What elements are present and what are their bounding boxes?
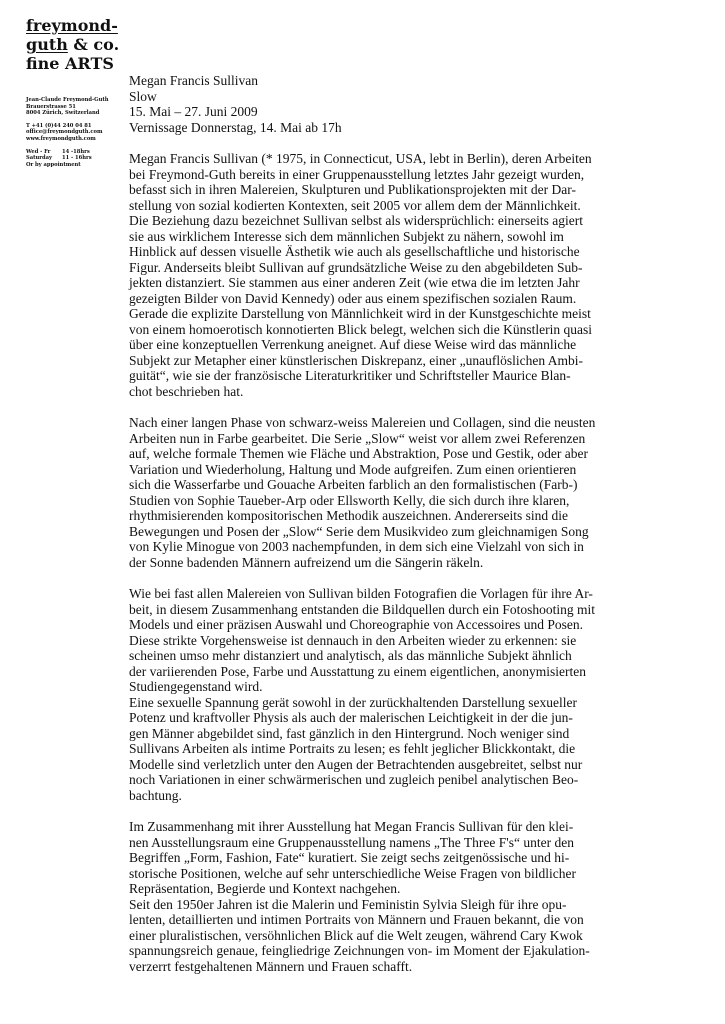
paragraph-line: nen Ausstellungsraum eine Gruppenausstellung namens „The Three F's“ unter den <box>129 834 574 850</box>
body-paragraph <box>129 586 634 803</box>
paragraph-line: von Kylie Minogue von 2003 nachempfunden, in dem sich eine Vielzahl von sich in <box>129 539 584 554</box>
paragraph-line: guität“, wie sie der französische Literaturkritiker und Schriftsteller Maurice Blan- <box>129 368 571 383</box>
appointment-note: Or by appointment <box>26 161 81 168</box>
paragraph-line: Studiengegenstand wird. <box>129 679 263 694</box>
body-paragraphs <box>129 151 634 974</box>
hours-days: Saturday <box>26 155 53 162</box>
logo-line-2-suffix: & co. <box>67 35 120 54</box>
paragraph-line: auf, welche formale Themen wie Fläche und Abstraktion, Pose und Gestik, oder aber <box>129 446 588 461</box>
paragraph-line: Repräsentation, Begierde und Kontext nachgehen. <box>129 881 401 896</box>
address-name: Jean-Claude Freymond-Guth <box>26 97 109 103</box>
paragraph-line: storische Positionen, welche auf sehr unterschiedliche Weise Fragen von bildlicher <box>129 865 577 881</box>
address-street: Brauerstrasse 51 <box>26 103 76 110</box>
paragraph-line: Megan Francis Sullivan (* 1975, in Connecticut, USA, lebt in Berlin), deren Arbeiten <box>129 151 592 166</box>
paragraph-line: Seit den 1950er Jahren ist die Malerin und Feministin Sylvia Sleigh für ihre opu- <box>129 896 567 912</box>
paragraph-line: gezeigten Bilder von David Kennedy) oder aus einem spezifischen sozialen Raum. <box>129 290 577 306</box>
paragraph-line: Figur. Anderseits bleibt Sullivan auf grundsätzliche Weise zu den abgebildeten Sub- <box>129 259 583 275</box>
paragraph-line: scheinen umso mehr distanziert und analytisch, als das männliche Subjekt ähnlich <box>129 648 572 663</box>
paragraph-line: Models und einer präzisen Auswahl und Choreographie von Accessoires und Posen. <box>129 617 584 632</box>
logo-line-2-name: guth <box>26 35 68 54</box>
paragraph-line: bachtung. <box>129 787 182 803</box>
paragraph-line: chot beschrieben hat. <box>129 383 244 399</box>
exhibition-header <box>129 73 634 135</box>
paragraph-line: Modelle sind verletzlich unter den Augen der Betrachtenden ausgebreitet, selbst nur <box>129 756 583 772</box>
paragraph-line: einer pluralistischen, versöhnlichen Blick auf die Welt zeugen, während Cary Kwok <box>129 927 583 943</box>
hours-row <box>26 155 126 162</box>
logo-line-3: fine ARTS <box>26 54 114 73</box>
opening-info: Vernissage Donnerstag, 14. Mai ab 17h <box>129 119 342 135</box>
paragraph-line: verzerrt festgehaltenen Männern und Frauen schafft. <box>129 958 413 974</box>
hours-time: 14 -18hrs <box>62 148 90 155</box>
paragraph-line: befasst sich in ihren Malereien, Skulpturen und Publikationsprojekten mit der Dar- <box>129 182 577 197</box>
address-city: 8004 Zürich, Switzerland <box>26 110 100 117</box>
hours-time: 11 - 16hrs <box>62 155 92 162</box>
paragraph-line: Bewegungen und Posen der „Slow“ Serie dem Musikvideo zum gleichnamigen Song <box>129 523 589 539</box>
paragraph-line: Begriffen „Form, Fashion, Fate“ kuratiert. Sie zeigt sechs zeitgenössische und hi- <box>129 850 570 865</box>
paragraph-line: Potenz und kraftvoller Physis als auch der malerischen Leichtigkeit in der die jun- <box>129 710 573 725</box>
paragraph-line: Sullivans Arbeiten als intime Portraits zu lesen; es fehlt jeglicher Blickkontakt, die <box>129 741 576 756</box>
body-paragraph <box>129 151 634 399</box>
paragraph-line: der Sonne badenden Männern aufreizend um die Sängerin räkeln. <box>129 554 484 570</box>
paragraph-line: Gerade die explizite Darstellung von Männlichkeit wird in der Kunstgeschichte meist <box>129 306 591 321</box>
paragraph-line: Wie bei fast allen Malereien von Sullivan bilden Fotografien die Vorlagen für ihre Ar- <box>129 586 593 601</box>
paragraph-line: sie aus wirklichem Interesse sich dem männlichen Subjekt zu nähern, sowohl im <box>129 228 564 244</box>
paragraph-line: beit, in diesem Zusammenhang entstanden die Bildquellen durch ein Fotoshooting mit <box>129 601 596 617</box>
gallery-logo <box>26 16 136 73</box>
gallery-address-block <box>26 97 126 168</box>
paragraph-line: von einem homoerotisch konnotierten Blick belegt, welchen sich die Künstlerin quasi <box>129 321 593 337</box>
artist-name: Megan Francis Sullivan <box>129 73 258 88</box>
paragraph-line: gen Männer abgebildet sind, fast gänzlich in den Hintergrund. Noch weniger sind <box>129 725 570 741</box>
paragraph-line: Studien von Sophie Taueber-Arp oder Ellsworth Kelly, die sich durch ihre klaren, <box>129 492 570 508</box>
paragraph-line: stellung von sozial kodierten Kontexten, seit 2005 vor allem dem der Männlichkeit. <box>129 197 581 213</box>
body-paragraph <box>129 415 634 570</box>
logo-line-1: freymond- <box>26 16 118 35</box>
paragraph-line: sich die Wasserfarbe und Gouache Arbeiten farblich an den formalistischen (Farb-) <box>129 477 578 492</box>
paragraph-line: lenten, detaillierten und intimen Portraits von Männern und Frauen bekannt, die von <box>129 912 584 927</box>
paragraph-line: Diese strikte Vorgehensweise ist dennauch in den Arbeiten wieder zu erkennen: sie <box>129 632 577 648</box>
paragraph-line: noch Variationen in einer schwärmerischen und zugleich penibel analytischen Beo- <box>129 772 579 787</box>
paragraph-line: Arbeiten nun in Farbe gearbeitet. Die Serie „Slow“ weist vor allem zwei Referenzen <box>129 430 586 446</box>
exhibition-dates: 15. Mai – 27. Juni 2009 <box>129 104 258 119</box>
paragraph-line: spannungsreich genaue, feingliedrige Zeichnungen von- im Moment der Ejakulation- <box>129 943 590 958</box>
hours-row <box>26 149 126 156</box>
paragraph-line: bei Freymond-Guth bereits in einer Gruppenausstellung letztes Jahr gezeigt wurden, <box>129 166 585 182</box>
paragraph-line: jekten distanziert. Sie stammen aus einer anderen Zeit (wie etwa die im letzten Jahr <box>129 275 580 290</box>
address-phone: T +41 (0)44 240 04 81 <box>26 122 92 129</box>
paragraph-line: Nach einer langen Phase von schwarz-weiss Malereien und Collagen, sind die neusten <box>129 415 596 430</box>
paragraph-line: rhythmisierenden kompositorischen Methodik auszeichnen. Andererseits sind die <box>129 508 569 523</box>
press-release-body <box>129 73 634 990</box>
paragraph-line: Variation und Wiederholung, Haltung und Mode aufgreifen. Zum einen orientieren <box>129 461 577 477</box>
paragraph-line: Die Beziehung dazu bezeichnet Sullivan selbst als widersprüchlich: einerseits agiert <box>129 213 583 228</box>
paragraph-line: Hinblick auf dessen visuelle Ästhetik wie auch als gesellschaftliche und historische <box>129 244 580 259</box>
logo-line-2 <box>26 35 136 54</box>
paragraph-line: der variierenden Pose, Farbe und Ausstattung zu einem eigentlichen, anonymisierten <box>129 663 586 679</box>
address-web: www.freymondguth.com <box>26 135 96 142</box>
paragraph-line: über eine konzeptuellen Verrenkung aneignet. Auf diese Weise wird das männliche <box>129 337 577 352</box>
paragraph-line: Eine sexuelle Spannung gerät sowohl in der zurückhaltenden Darstellung sexueller <box>129 694 577 710</box>
paragraph-line: Subjekt zur Metapher einer künstlerischen Diskrepanz, einer „unauflöslichen Ambi- <box>129 352 583 368</box>
exhibition-title: Slow <box>129 88 157 104</box>
hours-days: Wed - Fr <box>26 148 51 155</box>
paragraph-line: Im Zusammenhang mit ihrer Ausstellung hat Megan Francis Sullivan für den klei- <box>129 819 574 834</box>
body-paragraph <box>129 819 634 974</box>
address-email: office@freymondguth.com <box>26 129 103 136</box>
